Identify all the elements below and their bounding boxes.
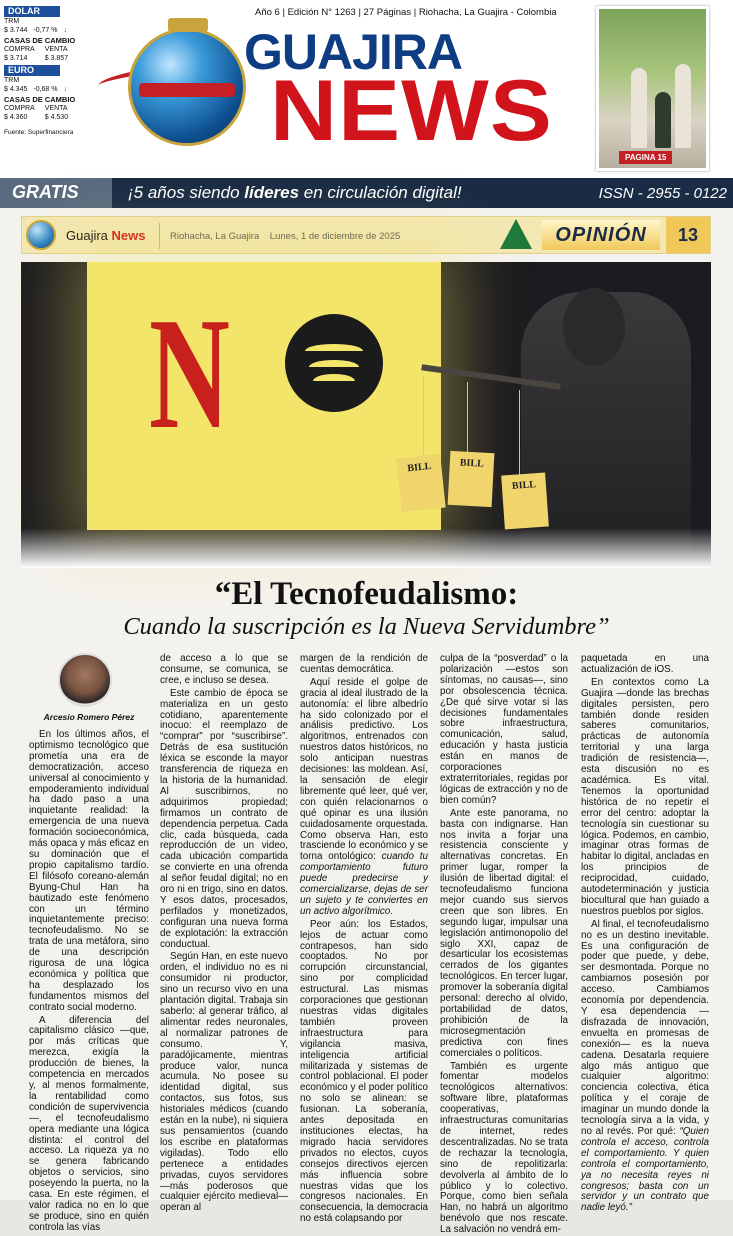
euro-venta-label: VENTA [44,105,68,112]
article-column-3 [300,653,428,1225]
euro-trm: $ 4.345 [4,86,28,93]
paragraph: Según Han, en este nuevo orden, el individuo no es ni consumidor ni productor, sino un recurso vivo en una plantación digital. Trabaja sin saberlo: al generar tráfico, al alimentar redes neuronales, al normalizar patrones de consumo. Y, paradójicamente, mientras produce valor, nunca acumula. No posee su identidad digital, sus contactos, sus fotos, sus historiales médicos (cuando están en la nube), ni siquiera sus pensamientos (cuando los escribe en plataformas vigiladas). Todo ello pertenece a entidades privadas, cuyos servidores —más poderosos que cualquier ejército medieval— operan al [160,951,288,1214]
article-subtitle: Cuando la suscripción es la Nueva Servidumbre” [123,613,610,640]
paragraph-text: Aquí reside el golpe de gracia al ideal ilustrado de la autonomía: el libre albedrío ha sido colonizado por el análisis predictivo. Los algoritmos, entrenados con nuestros datos históricos, no solo anticipan nuestras decisiones: las moldean. Así, la sensación de elegir libremente qué leer, qué ver, con quién relacionarnos o qué opinar es una ilusión cuidadosamente orquestada. Como observa Han, esto trasciende lo económico y se torna ontológico: [300,676,428,863]
euro-compra-label: COMPRA [4,105,35,112]
paragraph: A diferencia del capitalismo clásico —que, por más críticas que merezca, exigía la producción de bienes, la competencia en mercados y, al menos formalmente, la rentabilidad como condición de supervivencia—, el tecnofeudalismo opera mediante una lógica distinta: el control del acceso. La riqueza ya no se genera fabricando objetos o servicios, sino poseyendo la puerta, no la casa. En este régimen, el valor radica no en lo que se produce, sino en quién controla las vías [29,1014,149,1233]
spotify-logo-icon [285,314,383,412]
article-column-5 [581,653,709,1214]
person-figure [655,92,671,148]
slogan-bold: líderes [244,183,300,202]
globe-ornament-icon [128,28,246,146]
section-brand [66,228,146,243]
paragraph-text: Al final, el tecnofeudalismo no es un destino inevitable. Es una configuración de poder que puede, y debe, ser desmontada. Porque no cambiamos posesión por acceso. Cambiamos economía por dependencia. Y esa dependencia —disfrazada de innovación, envuelta en promesas de conexión— es la nueva cadena. Desatarla requiere algo más antiguo que cualquier algoritmo: conciencia colectiva, ética política y el coraje de imaginar un mundo donde la tecnología sirva a la vida, y no al revés. Por qué: [581,918,709,1137]
dolar-change: -0,77 % [33,27,58,34]
dolar-casas: CASAS DE CAMBIO [4,36,76,45]
bill-paper: BILL [501,473,549,530]
article-title: “El Tecnofeudalismo: [214,576,519,612]
illustration-fade [21,528,711,568]
issn: ISSN - 2955 - 0122 [598,184,727,202]
dolar-venta-label: VENTA [44,46,68,53]
screen [87,262,441,530]
paragraph [581,920,709,1214]
paragraph: margen de la rendición de cuentas democrática. [300,653,428,675]
dolar-compra-label: COMPRA [4,46,35,53]
paragraph: de acceso a lo que se consume, se comunica, se cree, e incluso se desea. [160,653,288,686]
string [467,382,468,454]
banner-bar [0,178,733,208]
arrow-down-icon: ↓ [63,86,67,93]
section-header [21,216,711,254]
photo-page-tag: PAGINA 15 [619,151,672,164]
article-column-2 [160,653,288,1214]
author-photo [58,653,112,707]
globe-icon [26,220,56,250]
location-date: Riohacha, La Guajira Lunes, 1 de diciembre de 2025 [170,231,401,242]
christmas-tree-icon [500,219,532,249]
ornament-cap [168,18,208,32]
exchange-source: Fuente: Superfinanciera [4,129,74,136]
author-name: Arcesio Romero Pérez [43,712,135,722]
person-figure [631,68,647,148]
page-number: 13 [666,217,710,253]
bill-paper: BILL [396,454,445,512]
euro-label: EURO [4,65,60,76]
dolar-label: DOLAR [4,6,60,17]
dolar-trm-label: TRM [4,18,20,25]
euro-change: -0,68 % [33,86,58,93]
puppeteer-head [563,288,625,366]
edition-info: Año 6 | Edición N° 1263 | 27 Páginas | Riohacha, La Guajira - Colombia [255,7,557,18]
cover-photo[interactable] [596,6,709,171]
dolar-venta: $ 3.857 [44,55,69,62]
paragraph: Ante este panorama, no basta con indignarse. Han nos invita a forjar una resistencia consciente y alternativas concretas. En primer lugar, romper la ilusión de libertad digital: el tecnofeudalismo funciona mejor cuando sus siervos creen que son libres. En segundo lugar, impulsar una legislación antimonopolio del siglo XXI, capaz de desarticular los ecosistemas cerrados de los gigantes tecnológicos. En tercer lugar, promover la soberanía digital personal: derecho al olvido, portabilidad de datos, prohibición de la microsegmentación predictiva con fines comerciales o políticos. [440,807,568,1059]
paragraph: culpa de la “posverdad” o la polarización —estos son síntomas, no causas—, sino por obsolescencia técnica. ¿De qué sirve votar si las decisiones fundamentales sobre infraestructura, comunicación, salud, educación y hasta justicia están en manos de corporaciones extraterritoriales, regidas por lógicas de extracción y no de bien común? [440,653,568,806]
slogan [128,183,462,203]
closing-quote: “Quien controla el acceso, controla el comportamiento. Y quien controla el comportamiento, ya no necesita reyes ni congresos; basta con un servidor y un contrato que nadie leyó.” [581,1125,709,1214]
logo-guajira: GUAJIRA [244,24,463,80]
arrow-down-icon: ↓ [63,27,67,34]
dolar-compra: $ 3.714 [4,55,28,62]
euro-casas: CASAS DE CAMBIO [4,95,76,104]
paragraph: paquetada en una actualización de iOS. [581,653,709,675]
paragraph: Este cambio de época se materializa en un gesto cotidiano, aparentemente inocuo: el reemplazo de “comprar” por “suscribirse”. Detrás de esa sustitución léxica se esconde la mayor transferencia de riqueza en la historia de la humanidad. Al suscribirnos, no adquirimos propiedad; firmamos un contrato de dependencia perpetua. Cada clic, cada búsqueda, cada reproducción de un video, cada ubicación compartida se convierte en una ofrenda al señor feudal digital; no en oro ni en trigo, sino en datos. Y esos datos, procesados, perfilados y monetizados, configuran una nueva forma de explotación: la extracción conductual. [160,687,288,950]
paragraph [300,678,428,918]
exchange-rates [4,4,122,137]
netflix-logo-icon: N [149,284,230,462]
paragraph-end: . [390,905,394,917]
emphasis-text: cuando tu comportamiento futuro puede predecirse y comercializarse, dejas de ser un sujeto y te conviertes en un activo algorítmico [300,851,428,917]
string [423,376,424,456]
article-column-4 [440,653,568,1236]
paragraph: Peor aún: los Estados, lejos de actuar como contrapesos, han sido cooptados. No por corrupción circunstancial, sino por complicidad estructural. Las mismas corporaciones que gestionan nuestras vidas digitales también proveen infraestructura para vigilancia masiva, inteligencia artificial militarizada y sistemas de control poblacional. El poder económico y el poder político no solo se alinean: se fusionan. La soberanía, antes depositada en instituciones electas, ha migrado hacia servidores privados no electos, cuyos consejos directivos ejercen más influencia sobre nuestras vidas que los congresos nacionales. En consecuencia, la democracia no está colapsando por [300,918,428,1225]
logo-news: NEWS [270,63,553,159]
brand-b: News [111,228,146,243]
euro-compra: $ 4.360 [4,114,28,121]
slogan-pre: ¡5 años siendo [128,183,245,202]
string [519,390,520,478]
bill-paper: BILL [448,451,495,507]
paragraph: En contextos como La Guajira —donde las brechas digitales persisten, pero también donde residen saberes comunitarios, prácticas de autonomía territorial y una larga tradición de resistencia—, esta discusión no es académica. Es vital. Tenemos la oportunidad histórica de no repetir el error del centro: adoptar la tecnología sin cuestionar su lógica. Podemos, en cambio, imaginar otras formas de habitar lo digital, ancladas en los principios de reciprocidad, cuidado, autodeterminación y justicia biocultural que han guiado a nuestros pueblos por siglos. [581,676,709,917]
paragraph: En los últimos años, el optimismo tecnológico que prometía una era de democratización, acceso universal al conocimiento y empoderamiento individual ha dado paso a una inquietante realidad: la emergencia de una nueva formación socioeconómica, más opaca y más eficaz en su dominación que el propio capitalismo tardío. El filósofo coreano-alemán Byung-Chul Han ha bautizado este fenómeno con un término inquietantemente preciso: tecnofeudalismo. No se trata de una metáfora, sino de una descripción rigurosa de una lógica económica y política que ha desplazado los fundamentos mismos del contrato social moderno. [29,729,149,1013]
divider [159,223,160,249]
slogan-post: en circulación digital! [299,183,462,202]
euro-venta: $ 4.530 [44,114,69,121]
paragraph: También es urgente fomentar modelos tecnológicos alternativos: software libre, plataformas cooperativas, infraestructuras comunitarias de internet, redes descentralizadas. No se trata de rechazar la tecnología, sino de repolitizarla: devolverla al ámbito de lo público y lo colectivo. Porque, como bien señala Han, no habrá un algoritmo benévolo que nos rescate. La salvación no vendrá em- [440,1060,568,1236]
article-column-1 [29,729,149,1233]
article-illustration [21,262,711,568]
masthead [0,0,733,178]
gratis-label: GRATIS [0,178,112,208]
person-figure [675,64,691,148]
dolar-trm: $ 3.744 [4,27,28,34]
euro-trm-label: TRM [4,77,20,84]
brand-a: Guajira [66,228,112,243]
section-name: OPINIÓN [542,220,660,250]
